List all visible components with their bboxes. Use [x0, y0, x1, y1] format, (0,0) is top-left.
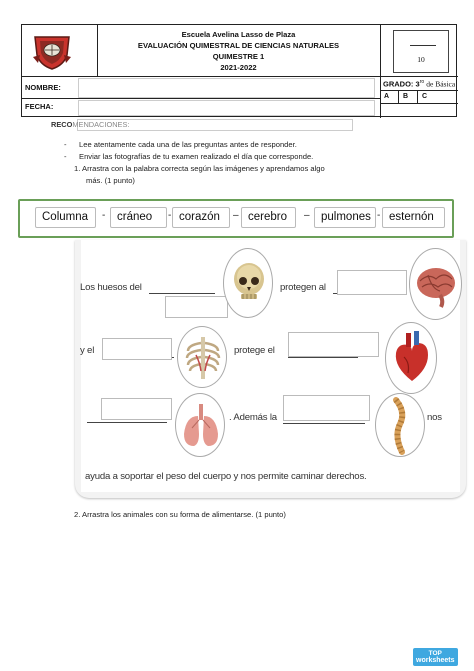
separator-dash: – [233, 210, 239, 221]
skull-image [223, 248, 273, 318]
heart-image [385, 322, 437, 394]
grado-number: 3 [415, 79, 420, 89]
term-label: QUIMESTRE 1 [212, 52, 265, 61]
word-chip-cerebro[interactable]: cerebro [241, 207, 296, 228]
ribcage-icon [178, 327, 227, 388]
heart-icon [386, 323, 437, 394]
sentence-text: y el [80, 345, 95, 356]
fecha-label: FECHA: [25, 102, 54, 111]
sentence-text: Los huesos del [80, 282, 142, 293]
drop-zone-1[interactable] [165, 296, 228, 318]
separator-dash: – [304, 210, 310, 221]
fecha-field[interactable] [78, 100, 375, 116]
grado-cell [380, 77, 458, 91]
score-line [410, 45, 436, 46]
recomendaciones-label: RECOMENDACIONES: [51, 120, 130, 129]
header-table [21, 24, 457, 117]
word-chip-esternon[interactable]: esternón [382, 207, 445, 228]
drop-zone-2[interactable] [337, 270, 407, 295]
school-shield-icon [32, 33, 72, 71]
grade-c-cell: C [418, 91, 458, 104]
drop-zone-6[interactable] [283, 395, 370, 421]
school-year: 2021-2022 [220, 63, 257, 72]
evaluation-title: EVALUACIÓN QUIMESTRAL DE CIENCIAS NATURALES [137, 41, 340, 50]
separator-dash: - [102, 210, 106, 221]
skull-icon [224, 249, 273, 318]
answer-line [87, 422, 167, 423]
drop-zone-3[interactable] [102, 338, 172, 360]
word-chip-craneo[interactable]: cráneo [110, 207, 167, 228]
score-total: 10 [417, 55, 425, 64]
separator-dash: - [377, 210, 381, 221]
logo-cell [22, 25, 98, 77]
answer-line [149, 293, 215, 294]
grado-text: de Básica [426, 79, 456, 89]
brand-badge[interactable] [413, 648, 458, 666]
ribcage-image [177, 326, 227, 388]
sentence-text: protege el [234, 345, 275, 356]
recommendation-1: Lee atentamente cada una de las preguntas antes de responder. [79, 140, 297, 149]
school-name: Escuela Avelina Lasso de Plaza [181, 30, 296, 39]
spine-icon [376, 394, 425, 457]
nombre-field[interactable] [78, 78, 375, 98]
answer-line [288, 357, 358, 358]
bullet-dash: - [64, 140, 67, 149]
sentence-text: . Además la [229, 412, 277, 423]
drop-zone-5[interactable] [101, 398, 172, 420]
sentence-text: nos [427, 412, 442, 423]
brand-top: TOP [428, 650, 442, 657]
grade-b-cell: B [399, 91, 418, 104]
grado-label: GRADO: [383, 79, 414, 89]
drop-zone-4[interactable] [288, 332, 379, 357]
word-chip-columna[interactable]: Columna [35, 207, 96, 228]
bullet-dash: - [64, 152, 67, 161]
grado-suffix: ro [419, 79, 425, 85]
sentence-text: ayuda a soportar el peso del cuerpo y nos permite caminar derechos. [85, 471, 367, 482]
question-1-line-2: más. (1 punto) [86, 176, 135, 185]
recommendation-2: Enviar las fotografías de tu examen realizado el día que corresponde. [79, 152, 314, 161]
grade-a-cell: A [380, 91, 399, 104]
lungs-icon [176, 394, 225, 457]
nombre-label: NOMBRE: [25, 83, 61, 92]
word-chip-pulmones[interactable]: pulmones [314, 207, 376, 228]
brand-bottom: worksheets [416, 657, 455, 664]
word-chip-corazon[interactable]: corazón [172, 207, 230, 228]
title-cell [97, 25, 381, 77]
lungs-image [175, 393, 225, 457]
brain-icon [410, 249, 462, 320]
question-1-line-1: 1. Arrastra con la palabra correcta según las imágenes y aprendamos algo [74, 164, 325, 173]
separator-dash: - [168, 210, 172, 221]
score-box [393, 30, 449, 73]
row-divider [22, 98, 380, 99]
sentence-text: protegen al [280, 282, 326, 293]
spine-image [375, 393, 425, 457]
answer-line [283, 423, 365, 424]
score-cell [380, 25, 458, 77]
question-2: 2. Arrastra los animales con su forma de alimentarse. (1 punto) [74, 510, 286, 519]
brain-image [409, 248, 462, 320]
